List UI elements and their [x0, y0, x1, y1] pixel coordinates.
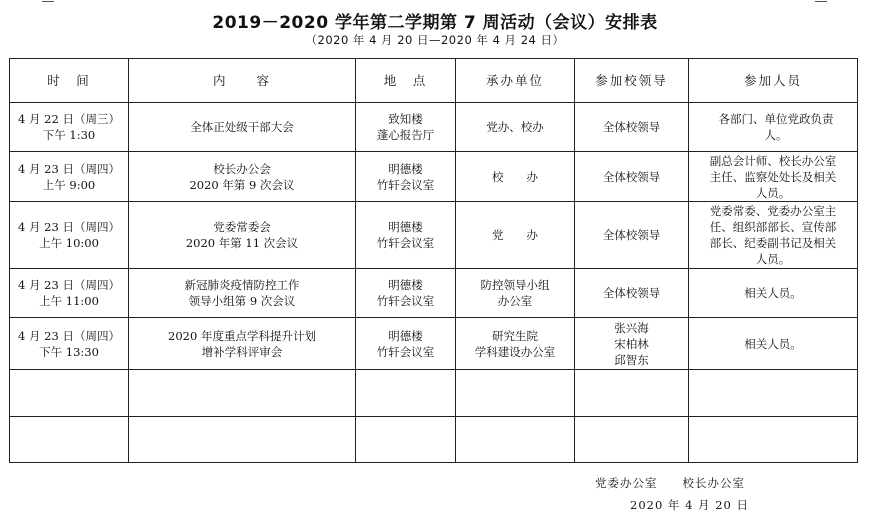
cell-leaders: 全体校领导 — [575, 152, 689, 202]
header-location: 地 点 — [356, 59, 456, 103]
cell-empty — [129, 417, 356, 463]
cell-empty — [456, 417, 575, 463]
table-row — [10, 152, 858, 202]
cell-content: 2020 年度重点学科提升计划 增补学科评审会 — [129, 318, 356, 370]
cell-empty — [10, 417, 129, 463]
table-row — [10, 318, 858, 370]
cell-organizer: 党办、校办 — [456, 103, 575, 152]
cell-location: 明德楼 竹轩会议室 — [356, 318, 456, 370]
cell-location: 明德楼 竹轩会议室 — [356, 152, 456, 202]
cell-location: 明德楼 竹轩会议室 — [356, 269, 456, 318]
cell-location: 致知楼 蓬心报告厅 — [356, 103, 456, 152]
cell-participants: 各部门、单位党政负责 人。 — [689, 103, 858, 152]
cell-participants: 相关人员。 — [689, 269, 858, 318]
cell-location: 明德楼 竹轩会议室 — [356, 202, 456, 269]
header-organizer: 承办单位 — [456, 59, 575, 103]
cell-leaders: 全体校领导 — [575, 202, 689, 269]
cell-participants: 党委常委、党委办公室主 任、组织部部长、宣传部 部长、纪委副书记及相关 人员。 — [689, 202, 858, 269]
cell-content: 党委常委会 2020 年第 11 次会议 — [129, 202, 356, 269]
cell-empty — [356, 370, 456, 417]
cell-leaders: 张兴海 宋柏林 邱智东 — [575, 318, 689, 370]
cell-time: 4 月 23 日（周四） 上午 9:00 — [10, 152, 129, 202]
cell-empty — [456, 370, 575, 417]
cell-participants: 副总会计师、校长办公室 主任、监察处处长及相关 人员。 — [689, 152, 858, 202]
page-subtitle: （2020 年 4 月 20 日—2020 年 4 月 24 日） — [305, 33, 565, 47]
cell-organizer: 防控领导小组 办公室 — [456, 269, 575, 318]
cell-empty — [10, 370, 129, 417]
cell-empty — [689, 417, 858, 463]
header-leaders: 参加校领导 — [575, 59, 689, 103]
cell-organizer: 研究生院 学科建设办公室 — [456, 318, 575, 370]
cell-empty — [129, 370, 356, 417]
cell-content: 全体正处级干部大会 — [129, 103, 356, 152]
cell-leaders: 全体校领导 — [575, 103, 689, 152]
cell-empty — [689, 370, 858, 417]
table-row — [10, 202, 858, 269]
top-edge-marks — [0, 0, 870, 4]
footer-date: 2020 年 4 月 20 日 — [630, 498, 749, 512]
cell-empty — [575, 370, 689, 417]
header-row — [10, 59, 858, 103]
cell-organizer: 党 办 — [456, 202, 575, 269]
schedule-table — [9, 58, 858, 463]
cell-empty — [575, 417, 689, 463]
cell-content: 校长办公会 2020 年第 9 次会议 — [129, 152, 356, 202]
header-content: 内 容 — [129, 59, 356, 103]
table-row-empty — [10, 370, 858, 417]
cell-content: 新冠肺炎疫情防控工作 领导小组第 9 次会议 — [129, 269, 356, 318]
table-row-empty — [10, 417, 858, 463]
cell-empty — [356, 417, 456, 463]
cell-time: 4 月 23 日（周四） 上午 10:00 — [10, 202, 129, 269]
table-row — [10, 269, 858, 318]
cell-participants: 相关人员。 — [689, 318, 858, 370]
header-time: 时 间 — [10, 59, 129, 103]
table-row — [10, 103, 858, 152]
cell-time: 4 月 23 日（周四） 上午 11:00 — [10, 269, 129, 318]
header-participants: 参加人员 — [689, 59, 858, 103]
cell-time: 4 月 22 日（周三） 下午 1:30 — [10, 103, 129, 152]
page-title: 2019－2020 学年第二学期第 7 周活动（会议）安排表 — [212, 13, 658, 33]
cell-time: 4 月 23 日（周四） 下午 13:30 — [10, 318, 129, 370]
cell-leaders: 全体校领导 — [575, 269, 689, 318]
cell-organizer: 校 办 — [456, 152, 575, 202]
footer-offices: 党委办公室 校长办公室 — [595, 476, 745, 490]
